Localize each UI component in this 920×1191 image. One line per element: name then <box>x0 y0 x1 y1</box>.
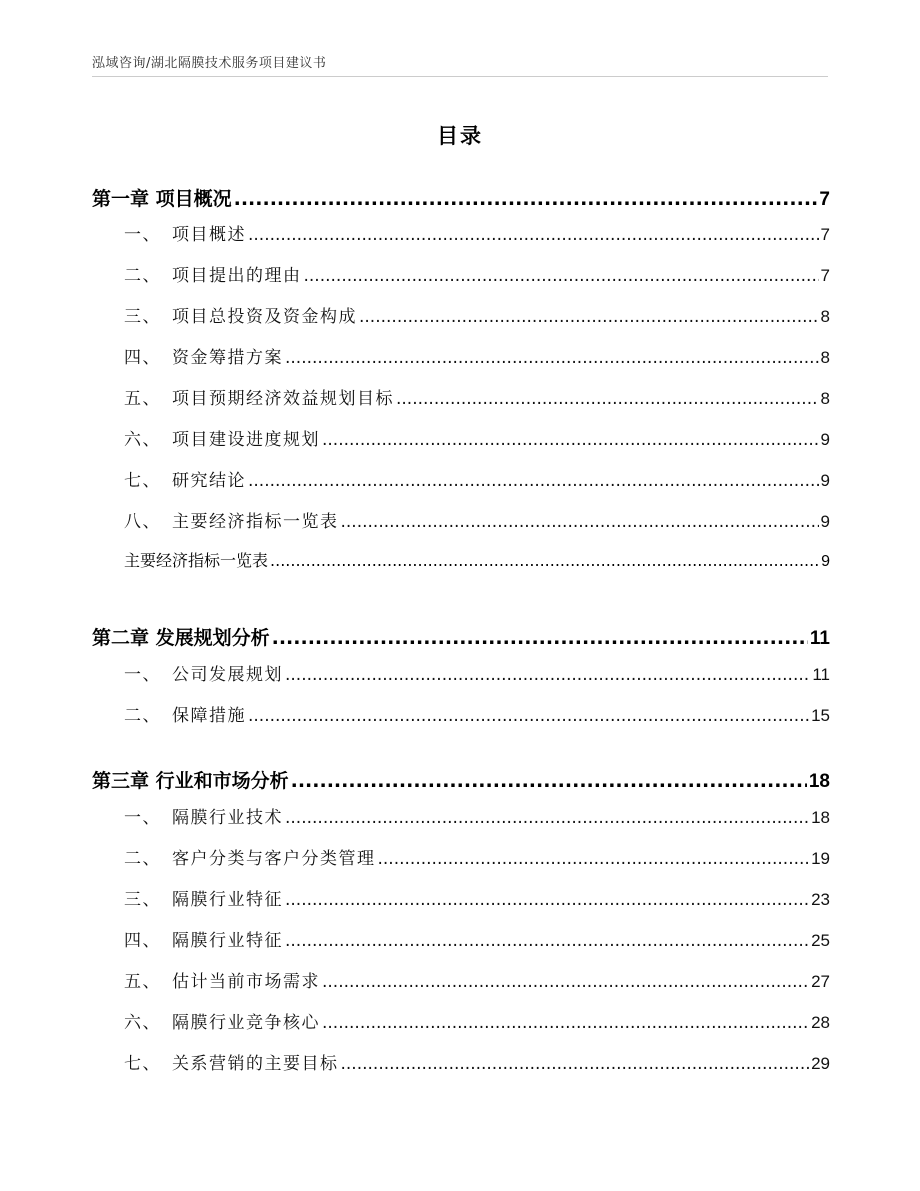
dot-leader <box>304 266 819 286</box>
toc-title: 目录 <box>437 124 483 148</box>
dot-leader <box>291 770 807 792</box>
toc-entry-label <box>92 384 394 409</box>
toc-entry-text: 隔膜行业特征 <box>172 931 283 951</box>
toc-page-number: 7 <box>820 266 830 285</box>
toc-entry-number: 三、 <box>124 890 161 910</box>
toc-entry-text: 研究结论 <box>172 471 246 491</box>
toc-page-number: 19 <box>811 849 830 868</box>
toc-page-number: 18 <box>811 808 830 827</box>
toc-entry-text: 公司发展规划 <box>172 665 283 685</box>
page-header: 泓域咨询/湖北隔膜技术服务项目建议书 <box>92 56 327 71</box>
toc-page-number: 8 <box>820 389 830 408</box>
toc-entry-text: 资金筹措方案 <box>172 348 283 368</box>
toc-page-number: 8 <box>820 348 830 367</box>
toc-entry-text: 项目总投资及资金构成 <box>172 307 357 327</box>
toc-page-number: 11 <box>809 628 830 649</box>
toc-entry-label <box>92 302 357 327</box>
dot-leader <box>322 430 819 450</box>
toc-entry-number: 二、 <box>124 706 161 726</box>
toc-entry-number: 八、 <box>124 512 161 532</box>
toc-entry-label <box>92 220 246 245</box>
dot-leader <box>248 225 819 245</box>
dot-leader <box>285 931 809 951</box>
toc-entry-text: 隔膜行业竞争核心 <box>172 1013 320 1033</box>
dot-leader <box>341 512 819 532</box>
toc-page-number: 9 <box>821 553 830 570</box>
toc-chapter-entry[interactable] <box>92 184 830 211</box>
toc-entry-label <box>92 701 246 726</box>
toc-entry-text: 第一章 项目概况 <box>92 188 232 210</box>
toc-entry-number: 二、 <box>124 266 161 286</box>
toc-entry-text: 主要经济指标一览表 <box>172 512 339 532</box>
toc-page-number: 8 <box>820 307 830 326</box>
toc-page-number: 29 <box>811 1054 830 1073</box>
dot-leader <box>396 389 819 409</box>
toc-section-entry[interactable] <box>92 548 830 571</box>
toc-entry-number: 七、 <box>124 471 161 491</box>
toc-entry-label <box>92 967 320 992</box>
toc-entry-text: 项目预期经济效益规划目标 <box>172 389 394 409</box>
toc-entry-label <box>92 1049 339 1074</box>
toc-entry-label <box>92 844 376 869</box>
toc-page-number: 23 <box>811 890 830 909</box>
dot-leader <box>378 849 810 869</box>
toc-entry-text: 第二章 发展规划分析 <box>92 627 270 649</box>
toc-section-entry[interactable] <box>92 466 830 491</box>
toc-entry-number: 六、 <box>124 1013 161 1033</box>
toc-page-number: 18 <box>808 771 830 792</box>
toc-entry-number: 一、 <box>124 225 161 245</box>
toc-page-number: 9 <box>820 430 830 449</box>
dot-leader <box>359 307 819 327</box>
toc-section-entry[interactable] <box>92 885 830 910</box>
toc-entry-label <box>92 803 283 828</box>
toc-entry-label <box>92 926 283 951</box>
header-divider <box>92 76 828 77</box>
toc-entry-label <box>92 343 283 368</box>
dot-leader <box>248 706 809 726</box>
toc-section-entry[interactable] <box>92 660 830 685</box>
toc-page-number: 9 <box>820 471 830 490</box>
toc-section-entry[interactable] <box>92 343 830 368</box>
toc-entry-text: 关系营销的主要目标 <box>172 1054 339 1074</box>
toc-section-entry[interactable] <box>92 701 830 726</box>
toc-entry-text: 保障措施 <box>172 706 246 726</box>
toc-section-entry[interactable] <box>92 220 830 245</box>
toc-page-number: 7 <box>819 189 830 210</box>
toc-entry-number: 五、 <box>124 972 161 992</box>
toc-section-entry[interactable] <box>92 803 830 828</box>
toc-entry-number: 七、 <box>124 1054 161 1074</box>
toc-section-entry[interactable] <box>92 1008 830 1033</box>
dot-leader <box>248 471 819 491</box>
toc-entry-label <box>92 466 246 491</box>
toc-entry-number: 二、 <box>124 849 161 869</box>
toc-entry-number: 六、 <box>124 430 161 450</box>
dot-leader <box>285 890 809 910</box>
toc-entry-text: 项目提出的理由 <box>172 266 302 286</box>
dot-leader <box>234 188 818 210</box>
dot-leader <box>270 551 819 570</box>
toc-entry-label <box>92 623 270 650</box>
toc-entry-text: 隔膜行业技术 <box>172 808 283 828</box>
toc-section-entry[interactable] <box>92 384 830 409</box>
toc-entry-text: 估计当前市场需求 <box>172 972 320 992</box>
toc-entry-number: 四、 <box>124 931 161 951</box>
toc-entry-text: 隔膜行业特征 <box>172 890 283 910</box>
toc-entry-number: 三、 <box>124 307 161 327</box>
dot-leader <box>285 348 819 368</box>
dot-leader <box>322 972 809 992</box>
toc-entry-text: 项目建设进度规划 <box>172 430 320 450</box>
toc-entry-label <box>92 660 283 685</box>
toc-section-entry[interactable] <box>92 926 830 951</box>
toc-chapter-entry[interactable] <box>92 766 830 793</box>
toc-entry-text: 项目概述 <box>172 225 246 245</box>
toc-chapter-entry[interactable] <box>92 623 830 650</box>
toc-page-number: 27 <box>811 972 830 991</box>
toc-entry-label <box>92 766 289 793</box>
toc-page-number: 15 <box>811 706 830 725</box>
dot-leader <box>341 1054 810 1074</box>
dot-leader <box>272 627 808 649</box>
toc-section-entry[interactable] <box>92 425 830 450</box>
toc-section-entry[interactable] <box>92 507 830 532</box>
toc-page-number: 9 <box>820 512 830 531</box>
toc-entry-label <box>92 184 232 211</box>
toc-entry-text: 客户分类与客户分类管理 <box>172 849 376 869</box>
toc-page-number: 25 <box>811 931 830 950</box>
dot-leader <box>285 808 809 828</box>
toc-section-entry[interactable] <box>92 967 830 992</box>
dot-leader <box>285 665 810 685</box>
toc-section-entry[interactable] <box>92 1049 830 1074</box>
toc-page-number: 28 <box>811 1013 830 1032</box>
toc-entry-label <box>92 261 302 286</box>
toc-entry-text: 第三章 行业和市场分析 <box>92 770 289 792</box>
toc-entry-number: 五、 <box>124 389 161 409</box>
toc-entry-label <box>124 548 268 571</box>
toc-entry-label <box>92 507 339 532</box>
toc-entry-number: 一、 <box>124 665 161 685</box>
toc-section-entry[interactable] <box>92 844 830 869</box>
toc-entry-text: 主要经济指标一览表 <box>124 551 269 570</box>
toc-entry-number: 一、 <box>124 808 161 828</box>
toc-section-entry[interactable] <box>92 302 830 327</box>
toc-entry-number: 四、 <box>124 348 161 368</box>
toc-entry-label <box>92 885 283 910</box>
toc-entry-label <box>92 425 320 450</box>
dot-leader <box>322 1013 809 1033</box>
toc-entry-label <box>92 1008 320 1033</box>
toc-page-number: 11 <box>812 665 830 684</box>
toc-section-entry[interactable] <box>92 261 830 286</box>
toc-page-number: 7 <box>820 225 830 244</box>
